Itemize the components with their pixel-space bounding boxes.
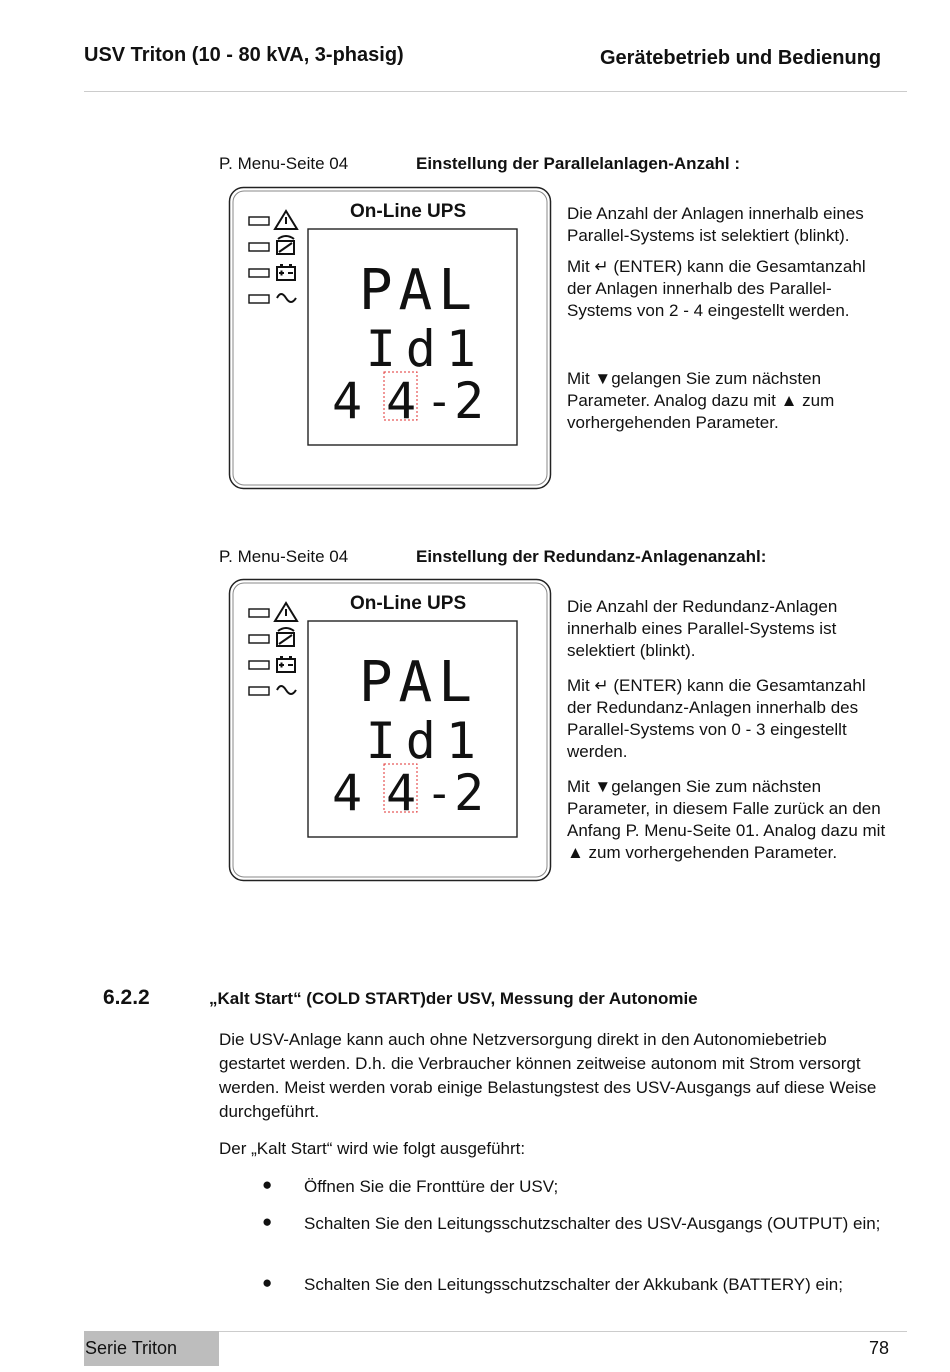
section1-menu-label: P. Menu-Seite 04 bbox=[219, 154, 349, 173]
lcd-line-2: Id1 bbox=[365, 320, 486, 378]
paragraph: Mit ↵ (ENTER) kann die Gesamtanzahl der Redundanz-Anlagen innerhalb des Parallel-Systems von 0 - 3 eingestellt werden. bbox=[567, 676, 866, 761]
paragraph: Mit ↵ (ENTER) kann die Gesamtanzahl der Anlagen innerhalb des Parallel-Systems von 2 - 4 eingestellt werden. bbox=[567, 257, 866, 320]
section-intro: Der „Kalt Start“ wird wie folgt ausgeführt: bbox=[219, 1139, 526, 1158]
paragraph: Mit ▼gelangen Sie zum nächsten Parameter. Analog dazu mit ▲ zum vorhergehenden Parameter. bbox=[567, 369, 835, 432]
paragraph: Die Anzahl der Anlagen innerhalb eines Parallel-Systems ist selektiert (blinkt). bbox=[567, 204, 864, 245]
lcd-line-2: Id1 bbox=[365, 712, 486, 770]
footer-series-label: Serie Triton bbox=[85, 1338, 178, 1358]
lcd-line-1: PAL bbox=[358, 258, 478, 323]
section-number: 6.2.2 bbox=[103, 986, 150, 1009]
section-heading: „Kalt Start“ (COLD START)der USV, Messung der Autonomie bbox=[209, 989, 698, 1008]
lcd-line-3-left: 4 bbox=[332, 764, 363, 822]
ac-wave-icon bbox=[277, 686, 296, 694]
lcd-line-3-blink: 4 bbox=[386, 372, 417, 430]
page-number: 78 bbox=[869, 1338, 890, 1358]
lcd-line-3-right: 2 bbox=[454, 372, 485, 430]
bypass-icon bbox=[277, 628, 294, 646]
list-item: Schalten Sie den Leitungsschutzschalter des USV-Ausgangs (OUTPUT) ein; bbox=[304, 1214, 881, 1233]
lcd-line-3-dash: - bbox=[426, 376, 453, 427]
lcd-status-icons bbox=[249, 217, 269, 303]
bullet-icon: ● bbox=[262, 1273, 273, 1292]
ac-wave-icon bbox=[277, 294, 296, 302]
bullet-icon: ● bbox=[262, 1212, 273, 1231]
bypass-icon bbox=[277, 236, 294, 254]
warning-icon bbox=[275, 211, 297, 229]
list-item: Schalten Sie den Leitungsschutzschalter der Akkubank (BATTERY) ein; bbox=[304, 1275, 843, 1294]
header-chapter-title: Gerätebetrieb und Bedienung bbox=[600, 47, 882, 69]
lcd-line-3-right: 2 bbox=[454, 764, 485, 822]
footer-divider bbox=[219, 1331, 907, 1332]
lcd-status-icons bbox=[249, 609, 269, 695]
lcd-line-1: PAL bbox=[358, 650, 478, 715]
paragraph: Die Anzahl der Redundanz-Anlagen innerhalb eines Parallel-Systems ist selektiert (blinkt). bbox=[567, 597, 838, 660]
lcd-brand-label: On-Line UPS bbox=[350, 593, 467, 614]
battery-icon bbox=[277, 265, 295, 280]
section1-description bbox=[567, 203, 887, 434]
warning-icon bbox=[275, 603, 297, 621]
battery-icon bbox=[277, 657, 295, 672]
lcd-brand-label: On-Line UPS bbox=[350, 201, 467, 222]
lcd-panel-2 bbox=[228, 578, 552, 882]
list-item: Öffnen Sie die Fronttüre der USV; bbox=[304, 1177, 559, 1196]
header-doc-title: USV Triton (10 - 80 kVA, 3-phasig) bbox=[84, 44, 404, 66]
paragraph: Mit ▼gelangen Sie zum nächsten Parameter, in diesem Falle zurück an den Anfang P. Menu-Seite 01. Analog dazu mit ▲ zum vorhergehenden Parameter. bbox=[567, 777, 886, 862]
section2-title: Einstellung der Redundanz-Anlagenanzahl: bbox=[416, 547, 767, 566]
section-body: Die USV-Anlage kann auch ohne Netzversorgung direkt in den Autonomiebetrieb gestartet werden. D.h. die Verbraucher können zeitweise autonom mit Strom versorgt werden. Meist werden vorab einige Belastungstest des USV-Ausgangs auf diese Weise durchgeführt. bbox=[219, 1030, 877, 1121]
bullet-icon: ● bbox=[262, 1175, 273, 1194]
section1-title: Einstellung der Parallelanlagen-Anzahl : bbox=[416, 154, 741, 173]
header-divider bbox=[84, 91, 907, 92]
lcd-line-3-dash: - bbox=[426, 768, 453, 819]
section2-menu-label: P. Menu-Seite 04 bbox=[219, 547, 349, 566]
lcd-panel-1 bbox=[228, 186, 552, 490]
section2-description bbox=[567, 596, 887, 864]
lcd-line-3-blink: 4 bbox=[386, 764, 417, 822]
lcd-line-3-left: 4 bbox=[332, 372, 363, 430]
